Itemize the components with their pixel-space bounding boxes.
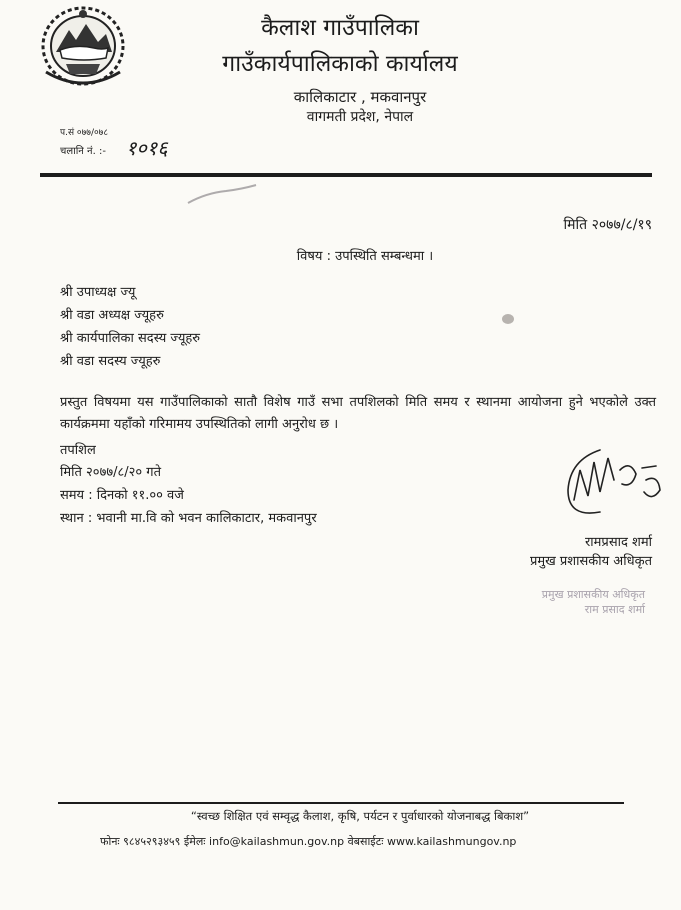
- letter-date: मिति २०७७/८/१९: [563, 217, 652, 233]
- website-label: वेबसाईटः: [347, 835, 384, 848]
- event-date: मिति २०७७/८/२० गते: [60, 465, 161, 480]
- addressee: श्री कार्यपालिका सदस्य ज्यूहरु: [60, 331, 201, 346]
- ink-spot: [502, 314, 514, 324]
- office-name: गाउँकार्यपालिकाको कार्यालय: [222, 51, 458, 77]
- header-divider: [40, 173, 652, 177]
- footer-motto: “स्वच्छ शिक्षित एवं सम्वृद्ध कैलाश, कृषि, पर्यटन र पुर्वाधारको योजनाबद्ध बिकाश”: [190, 809, 530, 823]
- letter-body: प्रस्तुत विषयमा यस गाउँपालिकाको सातौ विशेष गाउँ सभा तपशिलको मिति समय र स्थानमा आयोजना हुने भएकोले उक्त कार्यक्रममा यहाँको गरिमामय उपस्थितिको लागी अनुरोध छ ।: [60, 395, 656, 432]
- stamp-line: प्रमुख प्रशासकीय अधिकृत: [541, 588, 645, 601]
- stamp-line: राम प्रसाद शर्मा: [584, 603, 645, 616]
- ink-smudge: [186, 183, 258, 207]
- addressee: श्री उपाध्यक्ष ज्यू: [60, 285, 136, 300]
- signatory-name: रामप्रसाद शर्मा: [584, 535, 652, 550]
- office-province: वागमती प्रदेश, नेपाल: [306, 109, 414, 125]
- municipality-name: कैलाश गाउँपालिका: [261, 15, 419, 41]
- footer-contact: [100, 834, 660, 849]
- addressee: श्री वडा अध्यक्ष ज्यूहरु: [60, 308, 164, 323]
- handwritten-signature: [560, 440, 670, 530]
- email-label: ईमेलः: [183, 835, 206, 848]
- nepal-emblem-logo: [36, 2, 130, 90]
- reference-number: प.सं ०७७/०७८: [60, 128, 109, 138]
- event-time: समय : दिनको ११.०० वजे: [60, 488, 184, 503]
- official-stamp: [485, 587, 645, 617]
- office-location: कालिकाटार , मकवानपुर: [293, 88, 427, 106]
- website-url: www.kailashmungov.np: [386, 835, 517, 848]
- event-place: स्थान : भवानी मा.वि को भवन कालिकाटार, मकवानपुर: [60, 511, 317, 526]
- email-address: info@kailashmun.gov.np: [209, 835, 345, 848]
- chalani-label: चलानि नं. :-: [60, 146, 106, 157]
- footer-divider: [58, 802, 624, 804]
- signatory-title: प्रमुख प्रशासकीय अधिकृत: [529, 554, 652, 569]
- addressee: श्री वडा सदस्य ज्यूहरु: [60, 354, 161, 369]
- letter-subject: विषय : उपस्थिति सम्बन्धमा ।: [296, 249, 434, 264]
- phone-number: ९८४५२९३४५९: [123, 835, 181, 848]
- details-heading: तपशिल: [60, 443, 96, 458]
- chalani-number: १०१६: [126, 136, 168, 160]
- phone-label: फोनः: [100, 835, 120, 848]
